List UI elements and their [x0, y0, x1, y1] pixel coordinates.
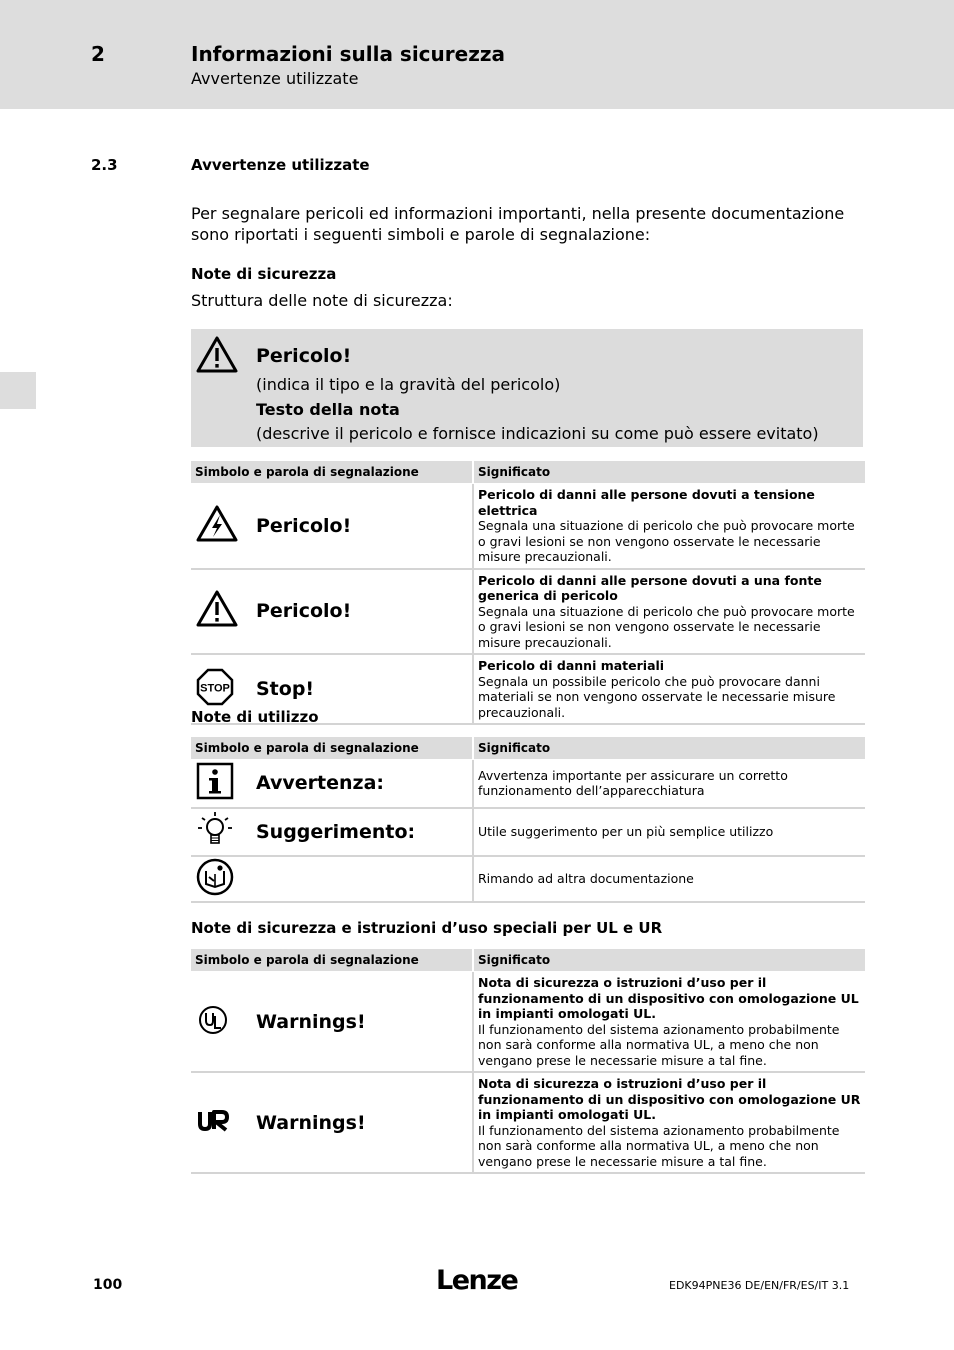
usage-symbols-table	[191, 737, 865, 903]
signal-word: Pericolo!	[256, 600, 352, 623]
column-header-meaning: Significato	[473, 461, 865, 484]
meaning-description: Segnala una situazione di pericolo che può provocare morte o gravi lesioni se non vengono osservate le necessarie misure precauzionali.	[478, 518, 855, 564]
lenze-logo: Lenze	[436, 1265, 518, 1296]
ul-mark-icon	[195, 1002, 231, 1042]
meaning-description: Rimando ad altra documentazione	[478, 870, 694, 886]
meaning-title: Pericolo di danni materiali	[478, 658, 665, 673]
signal-word: Warnings!	[256, 1010, 366, 1033]
note-box-subtitle: (indica il tipo e la gravità del pericolo)	[256, 375, 561, 394]
ul-symbols-table	[191, 949, 865, 1174]
note-box-text-desc: (descrive il pericolo e fornisce indicazioni su come può essere evitato)	[256, 424, 819, 443]
stop-sign-label: STOP	[200, 682, 230, 695]
column-header-meaning: Significato	[473, 737, 865, 760]
document-code: EDK94PNE36 DE/EN/FR/ES/IT 3.1	[669, 1279, 850, 1292]
chapter-title: Informazioni sulla sicurezza	[191, 42, 505, 66]
meaning-description: Segnala una situazione di pericolo che può provocare morte o gravi lesioni se non vengono osservate le necessarie misure precauzionali.	[478, 603, 855, 650]
section-title: Avvertenze utilizzate	[191, 156, 370, 174]
table-header-row	[191, 461, 865, 484]
table-row	[191, 484, 865, 569]
meaning-title: Nota di sicurezza o istruzioni d’uso per il funzionamento di un dispositivo con omologazione UL in impianti omologati UL.	[478, 975, 859, 1021]
meaning-description: Segnala un possibile pericolo che può provocare danni materiali se non vengono osservate le necessarie misure precauzionali.	[478, 673, 836, 720]
general-hazard-icon	[195, 589, 239, 633]
info-icon	[195, 761, 235, 805]
ur-mark-icon	[195, 1106, 235, 1140]
usage-notes-heading: Note di utilizzo	[191, 708, 319, 726]
signal-word: Suggerimento:	[256, 820, 416, 843]
table-row	[191, 972, 865, 1073]
electrical-hazard-icon	[195, 504, 239, 548]
meaning-title: Pericolo di danni alle persone dovuti a una fonte generica di pericolo	[478, 572, 822, 603]
page-number: 100	[93, 1277, 123, 1293]
signal-word: Warnings!	[256, 1111, 366, 1134]
meaning-description: Avvertenza importante per assicurare un corretto funzionamento dell’apparecchiatura	[478, 767, 788, 799]
table-row	[191, 569, 865, 655]
table-row	[191, 808, 865, 856]
meaning-description: Il funzionamento del sistema azionamento probabilmente non sarà conforme alla normativa UL, a meno che non vengano prese le necessarie misure a tal fine.	[478, 1021, 840, 1068]
meaning-description: Il funzionamento del sistema azionamento probabilmente non sarà conforme alla normativa UL, a meno che non vengano prese le necessarie misure a tal fine.	[478, 1122, 840, 1169]
chapter-number: 2	[91, 42, 105, 66]
column-header-meaning: Significato	[473, 949, 865, 972]
note-box-text-label: Testo della nota	[256, 400, 400, 419]
table-header-row	[191, 737, 865, 760]
safety-symbols-table	[191, 461, 865, 725]
column-header-symbol: Simbolo e parola di segnalazione	[191, 461, 473, 484]
book-reference-icon	[195, 857, 235, 901]
table-header-row	[191, 949, 865, 972]
lightbulb-icon	[195, 810, 235, 854]
table-row	[191, 1072, 865, 1173]
warning-triangle-icon	[195, 335, 239, 379]
safety-notes-structure-label: Struttura delle note di sicurezza:	[191, 291, 453, 310]
safety-notes-heading: Note di sicurezza	[191, 265, 337, 283]
stop-sign-icon	[195, 667, 235, 711]
meaning-title: Nota di sicurezza o istruzioni d’uso per il funzionamento di un dispositivo con omologazione UR in impianti omologati UL.	[478, 1076, 861, 1122]
column-header-symbol: Simbolo e parola di segnalazione	[191, 949, 473, 972]
chapter-side-tab	[0, 372, 36, 409]
intro-paragraph: Per segnalare pericoli ed informazioni importanti, nella presente documentazione sono riportati i seguenti simboli e parole di segnalazione:	[191, 204, 845, 244]
signal-word: Pericolo!	[256, 514, 352, 537]
table-row	[191, 760, 865, 808]
signal-word: Stop!	[256, 678, 315, 700]
safety-note-structure-box	[191, 329, 863, 447]
table-row	[191, 856, 865, 902]
meaning-description: Utile suggerimento per un più semplice utilizzo	[478, 823, 774, 839]
column-header-symbol: Simbolo e parola di segnalazione	[191, 737, 473, 760]
ul-notes-heading: Note di sicurezza e istruzioni d’uso speciali per UL e UR	[191, 919, 663, 937]
section-number: 2.3	[91, 156, 118, 174]
note-box-title: Pericolo!	[256, 345, 352, 367]
chapter-subtitle: Avvertenze utilizzate	[191, 69, 359, 88]
meaning-title: Pericolo di danni alle persone dovuti a tensione elettrica	[478, 487, 815, 518]
chapter-header	[0, 0, 954, 109]
signal-word: Avvertenza:	[256, 772, 385, 795]
